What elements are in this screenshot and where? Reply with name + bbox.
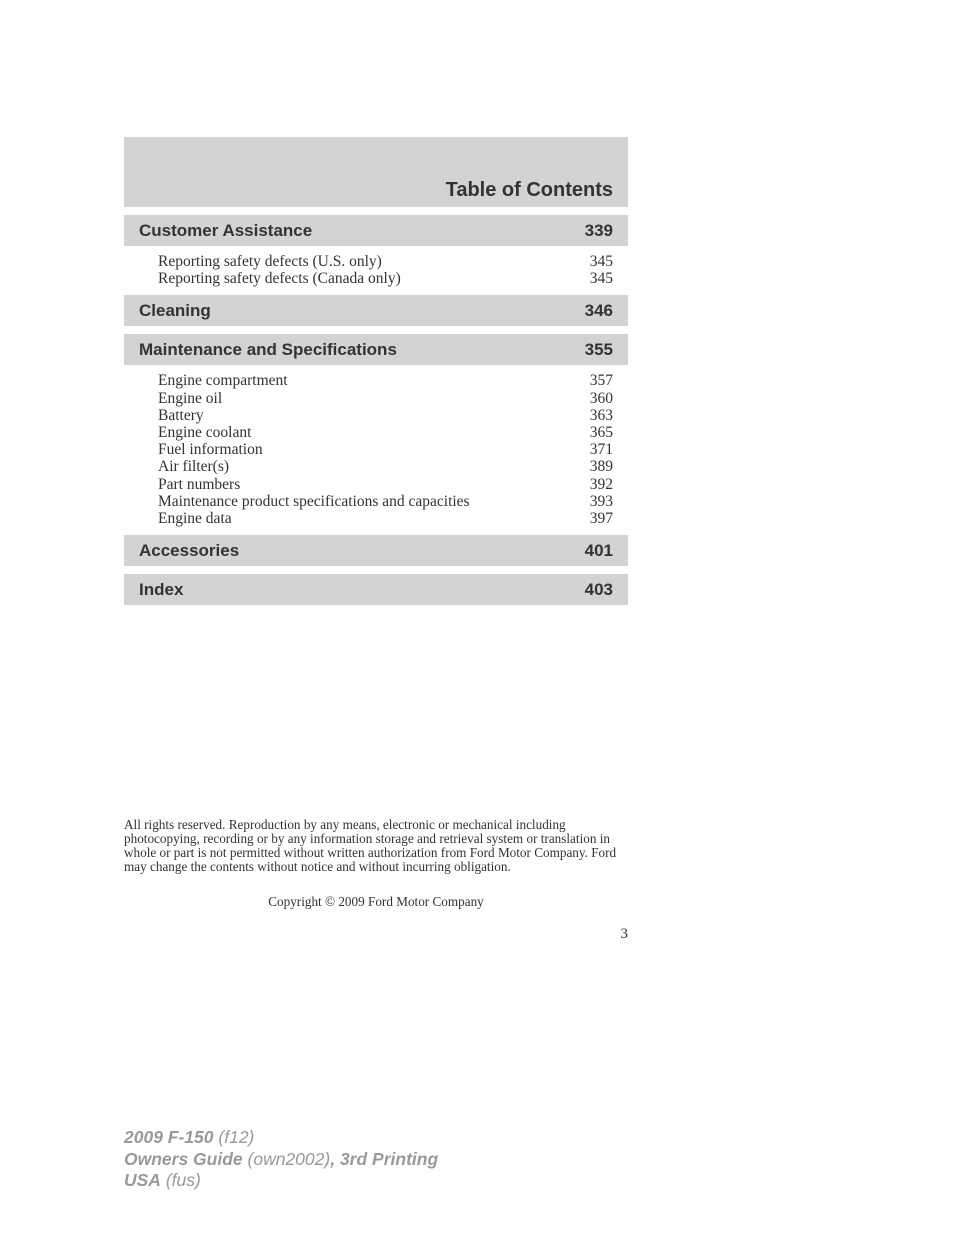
entry-page: 389 bbox=[589, 458, 613, 476]
footer-market-code: (fus) bbox=[165, 1170, 201, 1190]
section-bar-index bbox=[124, 574, 628, 605]
section-bar-accessories bbox=[124, 535, 628, 566]
footer-printing: , 3rd Printing bbox=[330, 1148, 439, 1169]
print-footer bbox=[124, 1127, 438, 1192]
entry-page: 371 bbox=[589, 441, 613, 459]
section-bar-customer-assistance bbox=[124, 215, 628, 246]
entry-label: Battery bbox=[158, 406, 204, 424]
entry-page: 393 bbox=[589, 492, 613, 510]
entry-page: 345 bbox=[589, 270, 613, 288]
section-title: Maintenance and Specifications bbox=[139, 339, 397, 359]
entry-label: Fuel information bbox=[158, 441, 263, 459]
section-bar-cleaning bbox=[124, 295, 628, 326]
toc-entry bbox=[158, 458, 613, 475]
toc-header bbox=[124, 137, 628, 207]
toc-entry bbox=[158, 493, 613, 510]
entry-page: 360 bbox=[589, 389, 613, 407]
section-page: 355 bbox=[584, 339, 613, 359]
entry-label: Reporting safety defects (Canada only) bbox=[158, 270, 401, 288]
entry-page: 365 bbox=[589, 424, 613, 442]
toc-entry bbox=[158, 510, 613, 527]
entry-page: 357 bbox=[589, 372, 613, 390]
rights-notice: All rights reserved. Reproduction by any means, electronic or mechanical including photocopying, recording or by any information storage and retrieval system or translation in whole or part is not permitted without written authorization from Ford Motor Company. Ford may change the contents without notice and without incurring obligation. bbox=[124, 817, 617, 874]
footer-guide: Owners Guide bbox=[124, 1148, 243, 1169]
footer-model: 2009 F-150 bbox=[124, 1127, 214, 1147]
subitem-list bbox=[124, 246, 628, 292]
toc-entry bbox=[158, 253, 613, 270]
toc-entry bbox=[158, 476, 613, 493]
footer-model-code: (f12) bbox=[218, 1127, 255, 1147]
page-number: 3 bbox=[620, 926, 628, 942]
footer-line-model bbox=[124, 1127, 438, 1149]
entry-page: 392 bbox=[589, 475, 613, 493]
table-of-contents bbox=[124, 137, 628, 605]
entry-label: Reporting safety defects (U.S. only) bbox=[158, 253, 382, 270]
section-page: 401 bbox=[584, 540, 613, 560]
footer-guide-code: (own2002) bbox=[247, 1148, 331, 1169]
toc-entry bbox=[158, 424, 613, 441]
entry-page: 397 bbox=[589, 510, 613, 528]
section-title: Index bbox=[139, 579, 184, 599]
toc-entry bbox=[158, 441, 613, 458]
entry-label: Engine oil bbox=[158, 389, 223, 407]
section-title: Customer Assistance bbox=[139, 220, 313, 240]
section-page: 403 bbox=[584, 579, 613, 599]
footer-line-market bbox=[124, 1170, 438, 1192]
entry-label: Engine compartment bbox=[158, 372, 288, 390]
toc-entry bbox=[158, 270, 613, 287]
entry-label: Part numbers bbox=[158, 475, 241, 493]
toc-entry bbox=[158, 390, 613, 407]
copyright-line: Copyright © 2009 Ford Motor Company bbox=[268, 894, 484, 909]
entry-label: Engine data bbox=[158, 510, 232, 528]
entry-label: Engine coolant bbox=[158, 424, 252, 442]
entry-label: Maintenance product specifications and capacities bbox=[158, 492, 470, 510]
footer-market: USA bbox=[124, 1170, 161, 1190]
section-page: 339 bbox=[584, 220, 613, 240]
toc-title: Table of Contents bbox=[445, 179, 613, 201]
section-bar-maintenance bbox=[124, 334, 628, 365]
entry-label: Air filter(s) bbox=[158, 458, 230, 476]
footer-line-guide bbox=[124, 1149, 438, 1171]
section-page: 346 bbox=[584, 300, 613, 320]
section-title: Cleaning bbox=[139, 300, 211, 320]
entry-page: 363 bbox=[589, 406, 613, 424]
toc-entry bbox=[158, 407, 613, 424]
subitem-list bbox=[124, 365, 628, 532]
entry-page: 345 bbox=[589, 253, 613, 270]
toc-entry bbox=[158, 372, 613, 389]
section-title: Accessories bbox=[139, 540, 240, 560]
